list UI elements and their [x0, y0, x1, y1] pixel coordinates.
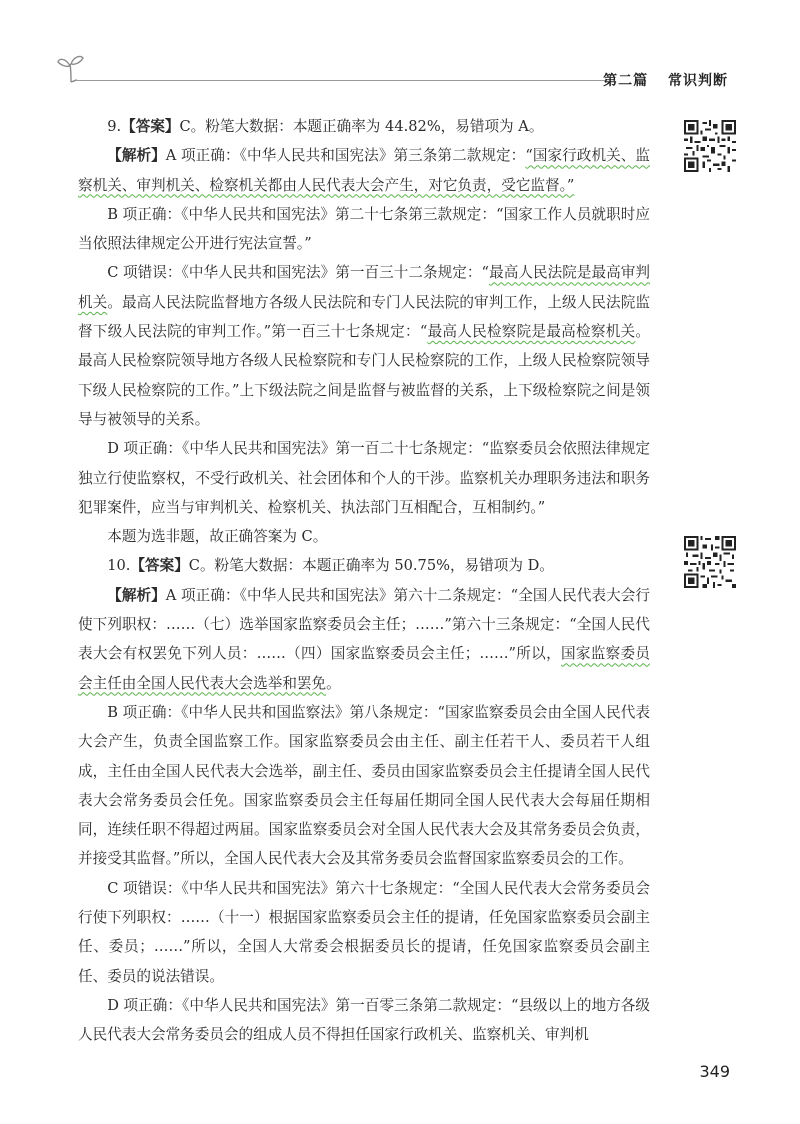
paragraph: [78, 581, 650, 698]
paragraph: [78, 991, 650, 1050]
header-part: 第二篇: [603, 73, 649, 89]
header-rule: [76, 80, 606, 81]
text-run: 。最高人民法院监督地方各级人民法院和专门人民法院的审判工作，上级人民法院监督下级人民法院的审判工作。”第一百三十七条规定：“: [78, 293, 650, 341]
text-run: 10.: [107, 557, 131, 575]
page-number: 349: [699, 1062, 730, 1081]
text-run: D 项正确：《中华人民共和国宪法》第一百零三条第二款规定：“县级以上的地方各级人民代表大会常务委员会的组成人员不得担任国家行政机关、监察机关、审判机: [78, 996, 650, 1044]
key-point-highlight: “国家行政机关、监察机关、审判机关、检察机关都由人民代表大会产生，对它负责，受它监督。”: [78, 147, 650, 194]
paragraph: [78, 522, 650, 551]
paragraph: [78, 698, 650, 874]
text-run: C 项错误：《中华人民共和国宪法》第六十七条规定：“全国人民代表大会常务委员会行使下列职权：……（十一）根据国家监察委员会主任的提请，任免国家监察委员会副主任、委员；……”所以，全国人大常委会根据委员长的提请，任免国家监察委员会副主任、委员的说法错误。: [78, 879, 650, 985]
label-bold: 【答案】: [130, 557, 189, 575]
paragraph: [78, 551, 650, 580]
key-point-highlight: 最高人民法院是最高审判机关: [78, 264, 650, 311]
text-run: B 项正确：《中华人民共和国监察法》第八条规定：“国家监察委员会由全国人民代表大会产生，负责全国监察工作。国家监察委员会由主任、副主任若干人、委员若干人组成，主任由全国人民代表大会选举，副主任、委员由国家监察委员会主任提请全国人民代表大会常务委员会任免。国家监察委员会主任每届任期同全国人民代表大会每届任期相同，连续任职不得超过两届。国家监察委员会对全国人民代表大会及其常务委员会负责，并接受其监督。”所以，全国人民代表大会及其常务委员会监督国家监察委员会的工作。: [78, 703, 650, 868]
paragraph: [78, 200, 650, 259]
text-run: 9.: [107, 118, 122, 135]
text-run: A 项正确：《中华人民共和国宪法》第三条第二款规定：: [165, 147, 526, 165]
text-run: C。粉笔大数据：本题正确率为 44.82%，易错项为 A。: [179, 118, 544, 135]
qr-code-icon[interactable]: [684, 120, 736, 172]
paragraph: [78, 258, 650, 434]
key-point-highlight: 国家监察委员会主任由全国人民代表大会选举和罢免: [78, 645, 650, 692]
text-run: 本题为选非题，故正确答案为 C。: [107, 528, 328, 546]
paragraph: [78, 874, 650, 991]
text-run: C 项错误：《中华人民共和国宪法》第一百三十二条规定：“: [107, 264, 490, 282]
header-section: 常识判断: [668, 73, 728, 89]
text-run: D 项正确：《中华人民共和国宪法》第一百二十七条规定：“监察委员会依照法律规定独立行使监察权，不受行政机关、社会团体和个人的干涉。监察机关办理职务违法和职务犯罪案件，应当与审判机关、检察机关、执法部门互相配合，互相制约。”: [78, 440, 650, 516]
qr-code-icon[interactable]: [684, 536, 736, 588]
paragraph: [78, 434, 650, 522]
text-run: 。最高人民检察院领导地方各级人民检察院和专门人民检察院的工作，上级人民检察院领导下级人民检察院的工作。”上下级法院之间是监督与被监督的关系，上下级检察院之间是领导与被领导的关系。: [78, 323, 650, 428]
running-header: [603, 70, 728, 90]
text-run: A 项正确：《中华人民共和国宪法》第六十二条规定：“全国人民代表大会行使下列职权：……（七）选举国家监察委员会主任；……”第六十三条规定：“全国人民代表大会有权罢免下列人员：……（四）国家监察委员会主任；……”所以，: [78, 586, 650, 663]
key-point-highlight: 最高人民检察院是最高检察机关: [427, 323, 636, 341]
label-bold: 【解析】: [107, 147, 166, 165]
paragraph: [78, 141, 650, 200]
text-run: C。粉笔大数据：本题正确率为 50.75%，易错项为 D。: [188, 557, 554, 575]
label-bold: 【解析】: [107, 586, 166, 604]
text-run: 。: [326, 674, 341, 692]
explanation-body: [78, 112, 650, 1050]
text-run: B 项正确：《中华人民共和国宪法》第二十七条第三款规定：“国家工作人员就职时应当依照法律规定公开进行宪法宣誓。”: [78, 205, 650, 253]
paragraph: [78, 112, 650, 141]
label-bold: 【答案】: [121, 118, 180, 135]
